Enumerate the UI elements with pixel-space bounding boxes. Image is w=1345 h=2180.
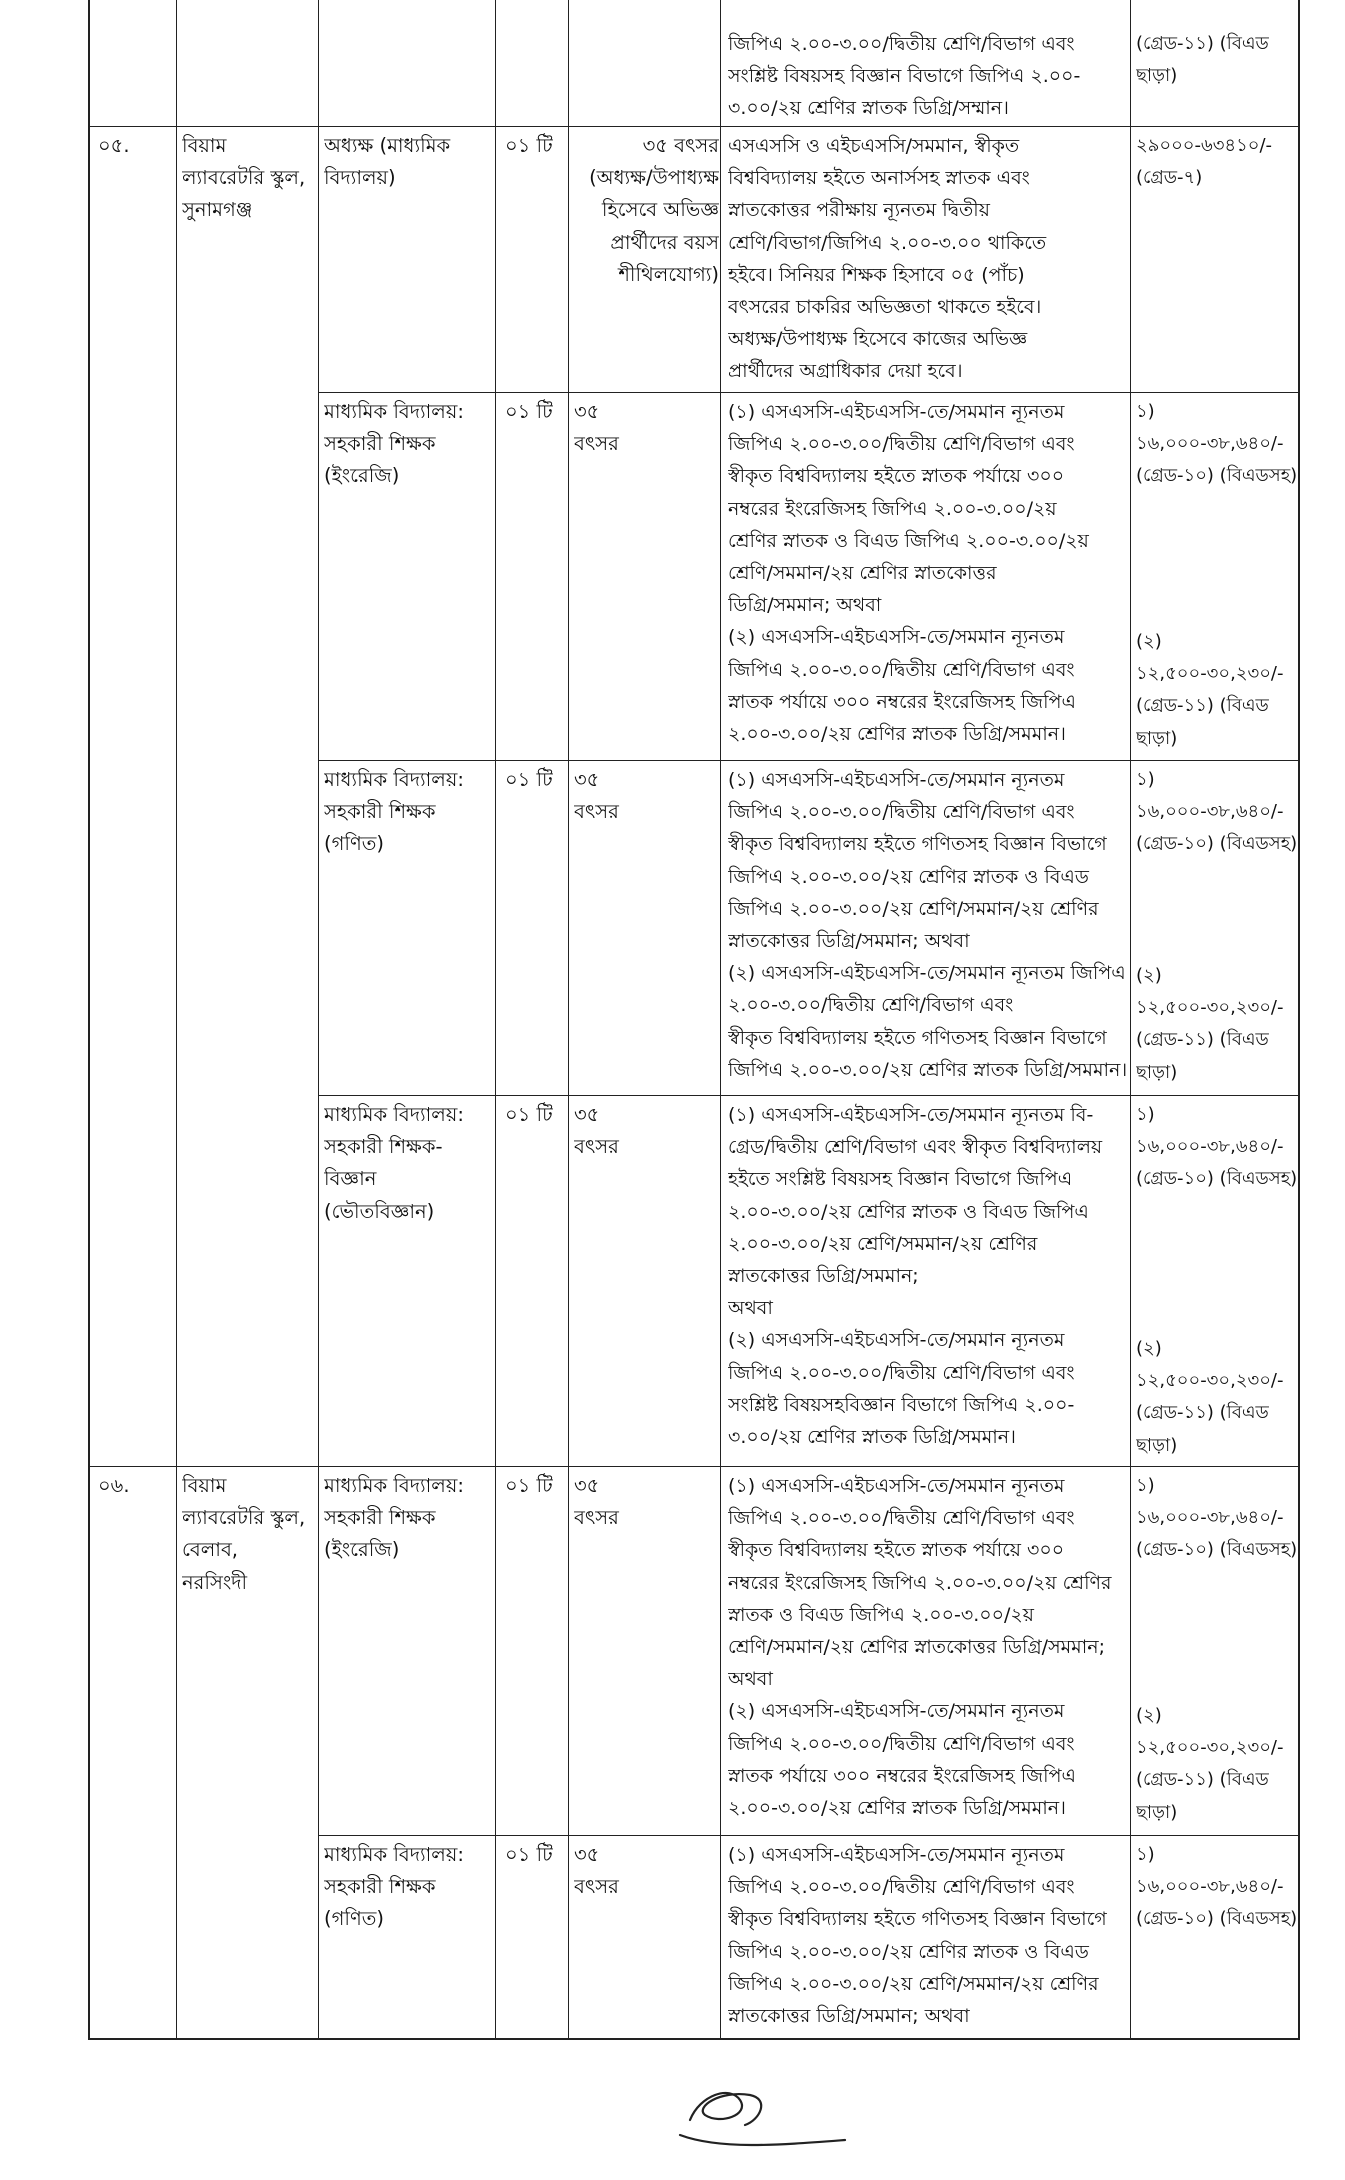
qualification-cell: জিপিএ ২.০০-৩.০০/দ্বিতীয় শ্রেণি/বিভাগ এবং সংশ্লিষ্ট বিষয়সহ বিজ্ঞান বিভাগে জিপিএ ২.০০- ৩.০০/২য় শ্রেণির স্নাতক ডিগ্রি/সম্মান।	[728, 33, 1081, 120]
col-divider	[318, 0, 319, 2040]
school-name: বিয়াম ল্যাবরেটরি স্কুল, সুনামগঞ্জ	[182, 134, 306, 222]
qualification-cell: (১) এসএসসি-এইচএসসি-তে/সমমান ন্যূনতম জিপিএ ২.০০-৩.০০/দ্বিতীয় শ্রেণি/বিভাগ এবং স্বীকৃত বিশ্ববিদ্যালয় হইতে স্নাতক পর্যায়ে ৩০০ নম্বরের ইংরেজিসহ জিপিএ ২.০০-৩.০০/২য় শ্রেণির স্নাতক ও বিএড জিপিএ ২.০০-৩.০০/২য় শ্রেণি/সমমান/২য় শ্রেণির স্নাতকোত্তর ডিগ্রি/সমমান; অথবা (২) এসএসসি-এইচএসসি-তে/সমমান ন্যূনতম জিপিএ ২.০০-৩.০০/দ্বিতীয় শ্রেণি/বিভাগ এবং স্নাতক পর্যায়ে ৩০০ নম্বরের ইংরেজিসহ জিপিএ ২.০০-৩.০০/২য় শ্রেণির স্নাতক ডিগ্রি/সমমান।	[728, 401, 1089, 746]
signature	[660, 2065, 860, 2165]
post-count: ০১ টি	[505, 1103, 553, 1126]
post-count: ০১ টি	[505, 768, 553, 791]
pay-scale-cell: (২) ১২,৫০০-৩০,২৩০/- (গ্রেড-১১) (বিএড ছাড়া)	[1136, 1338, 1284, 1456]
row-divider	[88, 126, 1300, 127]
col-divider	[1130, 0, 1131, 2040]
post-name: মাধ্যমিক বিদ্যালয়: সহকারী শিক্ষক- বিজ্ঞান (ভৌতবিজ্ঞান)	[324, 1103, 464, 1223]
col-divider	[568, 0, 569, 2040]
pay-scale-cell: ১) ১৬,০০০-৩৮,৬৪০/- (গ্রেড-১০) (বিএডসহ)	[1136, 1844, 1298, 1930]
post-name: অধ্যক্ষ (মাধ্যমিক বিদ্যালয়)	[324, 134, 451, 190]
row-divider	[318, 1835, 1300, 1836]
serial-number: ০৬.	[98, 1474, 130, 1497]
age-limit: ৩৫ বৎসর	[574, 1103, 619, 1159]
row-divider	[318, 760, 1300, 761]
pay-scale-cell: ১) ১৬,০০০-৩৮,৬৪০/- (গ্রেড-১০) (বিএডসহ)	[1136, 1475, 1298, 1561]
age-limit: ৩৫ বৎসর	[574, 400, 619, 456]
post-name: মাধ্যমিক বিদ্যালয়: সহকারী শিক্ষক (গণিত)	[324, 768, 464, 856]
col-divider	[176, 0, 177, 2040]
post-count: ০১ টি	[505, 1474, 553, 1497]
qualification-cell: (১) এসএসসি-এইচএসসি-তে/সমমান ন্যূনতম বি- গ্রেড/দ্বিতীয় শ্রেণি/বিভাগ এবং স্বীকৃত বিশ্ববিদ্যালয় হইতে সংশ্লিষ্ট বিষয়সহ বিজ্ঞান বিভাগে জিপিএ ২.০০-৩.০০/২য় শ্রেণির স্নাতক ও বিএড জিপিএ ২.০০-৩.০০/২য় শ্রেণি/সমমান/২য় শ্রেণির স্নাতকোত্তর ডিগ্রি/সমমান; অথবা (২) এসএসসি-এইচএসসি-তে/সমমান ন্যূনতম জিপিএ ২.০০-৩.০০/দ্বিতীয় শ্রেণি/বিভাগ এবং সংশ্লিষ্ট বিষয়সহবিজ্ঞান বিভাগে জিপিএ ২.০০- ৩.০০/২য় শ্রেণির স্নাতক ডিগ্রি/সমমান।	[728, 1104, 1103, 1449]
age-limit: ৩৫ বৎসর (অধ্যক্ষ/উপাধ্যক্ষ হিসেবে অভিজ্ঞ প্রার্থীদের বয়স শীথিলযোগ্য)	[589, 134, 719, 286]
serial-number: ০৫.	[98, 134, 130, 157]
pay-scale-cell: (২) ১২,৫০০-৩০,২৩০/- (গ্রেড-১১) (বিএড ছাড়া)	[1136, 1705, 1284, 1823]
age-limit: ৩৫ বৎসর	[574, 1843, 619, 1899]
age-limit: ৩৫ বৎসর	[574, 1474, 619, 1530]
post-count: ০১ টি	[505, 134, 553, 157]
school-name: বিয়াম ল্যাবরেটরি স্কুল, বেলাব, নরসিংদী	[182, 1474, 306, 1594]
qualification-cell: (১) এসএসসি-এইচএসসি-তে/সমমান ন্যূনতম জিপিএ ২.০০-৩.০০/দ্বিতীয় শ্রেণি/বিভাগ এবং স্বীকৃত বিশ্ববিদ্যালয় হইতে গণিতসহ বিজ্ঞান বিভাগে জিপিএ ২.০০-৩.০০/২য় শ্রেণির স্নাতক ও বিএড জিপিএ ২.০০-৩.০০/২য় শ্রেণি/সমমান/২য় শ্রেণির স্নাতকোত্তর ডিগ্রি/সমমান; অথবা (২) এসএসসি-এইচএসসি-তে/সমমান ন্যূনতম জিপিএ ২.০০-৩.০০/দ্বিতীয় শ্রেণি/বিভাগ এবং স্বীকৃত বিশ্ববিদ্যালয় হইতে গণিতসহ বিজ্ঞান বিভাগে জিপিএ ২.০০-৩.০০/২য় শ্রেণির স্নাতক ডিগ্রি/সমমান।	[728, 769, 1128, 1081]
col-divider	[720, 0, 721, 2040]
col-divider	[495, 0, 496, 2040]
post-count: ০১ টি	[505, 400, 553, 423]
post-name: মাধ্যমিক বিদ্যালয়: সহকারী শিক্ষক (গণিত)	[324, 1843, 464, 1931]
pay-scale-cell: (গ্রেড-১১) (বিএড ছাড়া)	[1136, 33, 1269, 87]
pay-scale-cell: ২৯০০০-৬৩৪১০/- (গ্রেড-৭)	[1136, 135, 1273, 189]
pay-scale-cell: (২) ১২,৫০০-৩০,২৩০/- (গ্রেড-১১) (বিএড ছাড়া)	[1136, 965, 1284, 1083]
qualification-cell: (১) এসএসসি-এইচএসসি-তে/সমমান ন্যূনতম জিপিএ ২.০০-৩.০০/দ্বিতীয় শ্রেণি/বিভাগ এবং স্বীকৃত বিশ্ববিদ্যালয় হইতে গণিতসহ বিজ্ঞান বিভাগে জিপিএ ২.০০-৩.০০/২য় শ্রেণির স্নাতক ও বিএড জিপিএ ২.০০-৩.০০/২য় শ্রেণি/সমমান/২য় শ্রেণির স্নাতকোত্তর ডিগ্রি/সমমান; অথবা	[728, 1844, 1107, 2028]
row-divider	[318, 392, 1300, 393]
age-limit: ৩৫ বৎসর	[574, 768, 619, 824]
pay-scale-cell: ১) ১৬,০০০-৩৮,৬৪০/- (গ্রেড-১০) (বিএডসহ)	[1136, 1104, 1298, 1190]
post-name: মাধ্যমিক বিদ্যালয়: সহকারী শিক্ষক (ইংরেজি)	[324, 1474, 464, 1562]
post-name: মাধ্যমিক বিদ্যালয়: সহকারী শিক্ষক (ইংরেজি)	[324, 400, 464, 488]
row-divider	[88, 1466, 1300, 1467]
pay-scale-cell: (২) ১২,৫০০-৩০,২৩০/- (গ্রেড-১১) (বিএড ছাড়া)	[1136, 631, 1284, 749]
pay-scale-cell: ১) ১৬,০০০-৩৮,৬৪০/- (গ্রেড-১০) (বিএডসহ)	[1136, 401, 1298, 487]
qualification-cell: এসএসসি ও এইচএসসি/সমমান, স্বীকৃত বিশ্ববিদ্যালয় হইতে অনার্সসহ স্নাতক এবং স্নাতকোত্তর পরীক্ষায় ন্যূনতম দ্বিতীয় শ্রেণি/বিভাগ/জিপিএ ২.০০-৩.০০ থাকিতে হইবে। সিনিয়র শিক্ষক হিসাবে ০৫ (পাঁচ) বৎসরের চাকরির অভিজ্ঞতা থাকতে হইবে। অধ্যক্ষ/উপাধ্যক্ষ হিসেবে কাজের অভিজ্ঞ প্রার্থীদের অগ্রাধিকার দেয়া হবে।	[728, 135, 1047, 383]
row-divider	[318, 1095, 1300, 1096]
post-count: ০১ টি	[505, 1843, 553, 1866]
qualification-cell: (১) এসএসসি-এইচএসসি-তে/সমমান ন্যূনতম জিপিএ ২.০০-৩.০০/দ্বিতীয় শ্রেণি/বিভাগ এবং স্বীকৃত বিশ্ববিদ্যালয় হইতে স্নাতক পর্যায়ে ৩০০ নম্বরের ইংরেজিসহ জিপিএ ২.০০-৩.০০/২য় শ্রেণির স্নাতক ও বিএড জিপিএ ২.০০-৩.০০/২য় শ্রেণি/সমমান/২য় শ্রেণির স্নাতকোত্তর ডিগ্রি/সমমান; অথবা (২) এসএসসি-এইচএসসি-তে/সমমান ন্যূনতম জিপিএ ২.০০-৩.০০/দ্বিতীয় শ্রেণি/বিভাগ এবং স্নাতক পর্যায়ে ৩০০ নম্বরের ইংরেজিসহ জিপিএ ২.০০-৩.০০/২য় শ্রেণির স্নাতক ডিগ্রি/সমমান।	[728, 1475, 1112, 1820]
pay-scale-cell: ১) ১৬,০০০-৩৮,৬৪০/- (গ্রেড-১০) (বিএডসহ)	[1136, 769, 1298, 855]
